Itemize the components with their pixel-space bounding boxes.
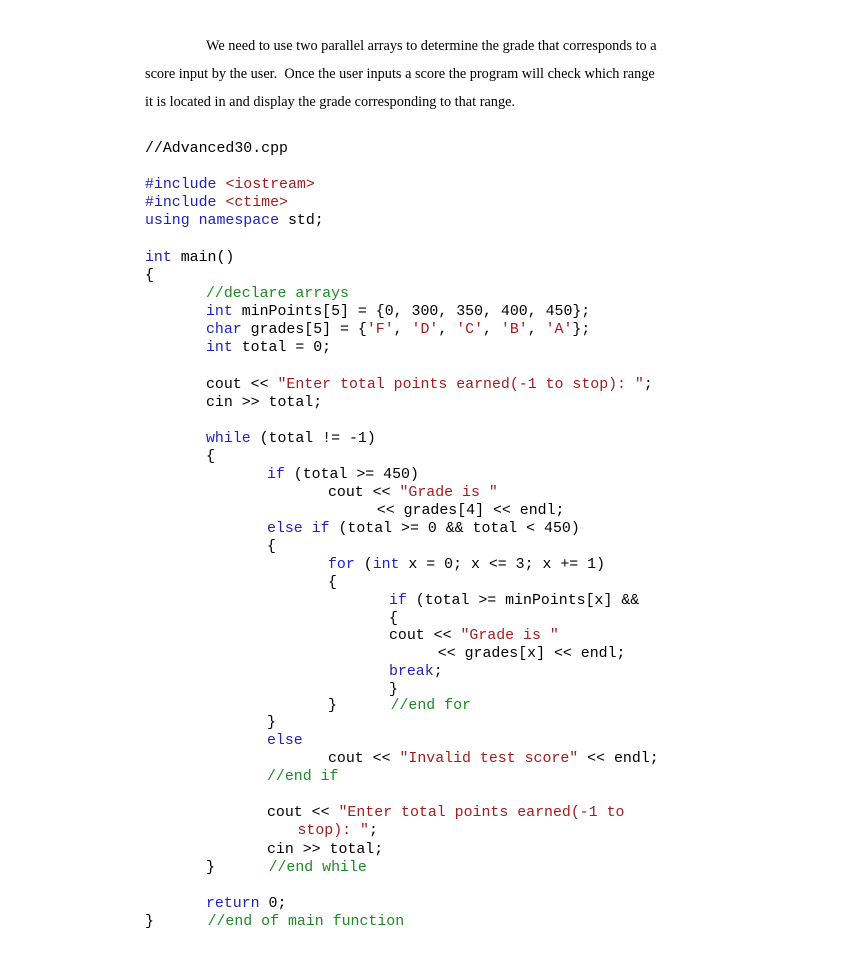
code-token: int bbox=[206, 304, 233, 320]
code-line bbox=[377, 502, 565, 520]
code-token: //end for bbox=[390, 698, 471, 714]
code-token: } bbox=[206, 860, 269, 876]
code-token: if bbox=[267, 467, 285, 483]
code-token: 'B' bbox=[500, 322, 528, 338]
code-token: 'D' bbox=[411, 322, 439, 338]
code-token: cout << bbox=[389, 628, 461, 644]
code-line bbox=[145, 176, 315, 194]
code-line bbox=[267, 804, 624, 822]
code-token: cout << bbox=[206, 377, 278, 393]
code-token: using namespace bbox=[145, 213, 280, 229]
intro-line: We need to use two parallel arrays to determine the grade that corresponds to a bbox=[206, 38, 657, 54]
code-line bbox=[328, 484, 498, 502]
code-line bbox=[206, 285, 349, 303]
code-token: stop): " bbox=[297, 823, 369, 839]
code-line bbox=[389, 592, 639, 610]
code-line bbox=[328, 697, 471, 715]
code-token: , bbox=[527, 322, 546, 338]
code-line bbox=[145, 140, 288, 158]
code-token: if bbox=[389, 593, 407, 609]
code-line bbox=[206, 895, 286, 913]
code-token: return bbox=[206, 896, 260, 912]
code-token: ; bbox=[643, 377, 653, 393]
code-line bbox=[267, 768, 339, 786]
code-line bbox=[206, 303, 590, 321]
code-token: //end of main function bbox=[207, 914, 405, 930]
code-token: { bbox=[206, 449, 215, 465]
code-token: , bbox=[393, 322, 412, 338]
intro-line: score input by the user. Once the user inputs a score the program will check which range bbox=[145, 66, 655, 82]
code-line bbox=[206, 394, 322, 412]
code-line bbox=[206, 321, 590, 339]
code-token: cout << bbox=[328, 751, 400, 767]
code-token: while bbox=[206, 431, 251, 447]
code-token: grades[5] = { bbox=[241, 322, 367, 338]
code-line bbox=[267, 466, 419, 484]
code-token: { bbox=[389, 611, 398, 627]
code-line bbox=[267, 538, 276, 556]
code-token: for bbox=[328, 557, 355, 573]
code-line bbox=[267, 841, 383, 859]
code-token: minPoints[5] = {0, 300, 350, 400, 450}; bbox=[232, 304, 591, 320]
code-token: { bbox=[145, 268, 154, 284]
code-token: //Advanced30.cpp bbox=[145, 141, 288, 157]
code-token: , bbox=[483, 322, 501, 338]
code-line bbox=[206, 448, 215, 466]
code-line bbox=[389, 663, 443, 681]
code-token: std; bbox=[279, 213, 324, 229]
code-token: else if bbox=[267, 521, 330, 537]
code-token: int bbox=[206, 340, 233, 356]
code-token: "Enter total points earned(-1 to bbox=[338, 805, 625, 821]
code-line bbox=[206, 430, 376, 448]
code-token: } bbox=[328, 698, 391, 714]
code-token: //declare arrays bbox=[206, 286, 349, 302]
code-token: 'A' bbox=[545, 322, 573, 338]
code-token: "Invalid test score" bbox=[399, 751, 579, 767]
code-token: #include bbox=[145, 195, 217, 211]
code-token: } bbox=[145, 914, 208, 930]
code-token: x = 0; x <= 3; x += 1) bbox=[399, 557, 606, 573]
code-token: } bbox=[389, 682, 398, 698]
code-line bbox=[328, 574, 337, 592]
code-token: ; bbox=[369, 823, 378, 839]
code-token: "Grade is " bbox=[460, 628, 559, 644]
code-token: 0; bbox=[259, 896, 287, 912]
code-token: }; bbox=[572, 322, 591, 338]
code-token: } bbox=[267, 715, 276, 731]
code-token: else bbox=[267, 733, 303, 749]
code-token: cout << bbox=[267, 805, 339, 821]
code-token: <iostream> bbox=[225, 177, 315, 193]
code-line bbox=[145, 212, 324, 230]
code-token: int bbox=[372, 557, 400, 573]
code-line bbox=[389, 627, 559, 645]
code-token: break bbox=[389, 664, 434, 680]
code-line bbox=[438, 645, 626, 663]
code-line bbox=[206, 859, 367, 877]
code-line bbox=[267, 714, 276, 732]
code-line bbox=[298, 822, 378, 840]
code-token: char bbox=[206, 322, 242, 338]
intro-line: it is located in and display the grade corresponding to that range. bbox=[145, 94, 516, 110]
code-token: <ctime> bbox=[225, 195, 288, 211]
code-line bbox=[145, 249, 234, 267]
code-token: ( bbox=[354, 557, 373, 573]
code-token: 'F' bbox=[366, 322, 394, 338]
code-token: << grades[x] << endl; bbox=[437, 646, 626, 662]
code-token: << grades[4] << endl; bbox=[376, 503, 565, 519]
code-token: cin >> total; bbox=[267, 842, 384, 858]
code-token: , bbox=[438, 322, 457, 338]
code-token: main() bbox=[171, 250, 235, 266]
code-token: #include bbox=[145, 177, 217, 193]
code-token: "Enter total points earned(-1 to stop): " bbox=[277, 377, 644, 393]
code-line bbox=[389, 610, 398, 628]
code-token: << endl; bbox=[578, 751, 659, 767]
code-line bbox=[328, 556, 605, 574]
code-token: ; bbox=[433, 664, 443, 680]
code-token: (total >= minPoints[x] && bbox=[406, 593, 640, 609]
code-line bbox=[267, 520, 580, 538]
code-token: cin >> total; bbox=[206, 395, 323, 411]
code-token: 'C' bbox=[456, 322, 484, 338]
code-token: cout << bbox=[328, 485, 400, 501]
code-token: total = 0; bbox=[232, 340, 332, 356]
code-line bbox=[328, 750, 659, 768]
code-line bbox=[206, 376, 653, 394]
code-line bbox=[145, 194, 288, 212]
code-token: { bbox=[328, 575, 337, 591]
code-token: //end if bbox=[267, 769, 339, 785]
code-token: (total >= 0 && total < 450) bbox=[329, 521, 580, 537]
code-token: (total >= 450) bbox=[284, 467, 419, 483]
code-token: "Grade is " bbox=[399, 485, 498, 501]
code-line bbox=[267, 732, 303, 750]
code-line bbox=[145, 267, 154, 285]
code-line bbox=[145, 913, 404, 931]
code-token: { bbox=[267, 539, 276, 555]
code-token: //end while bbox=[268, 860, 367, 876]
code-line bbox=[206, 339, 331, 357]
code-token: (total != -1) bbox=[250, 431, 376, 447]
code-token: int bbox=[145, 250, 172, 266]
